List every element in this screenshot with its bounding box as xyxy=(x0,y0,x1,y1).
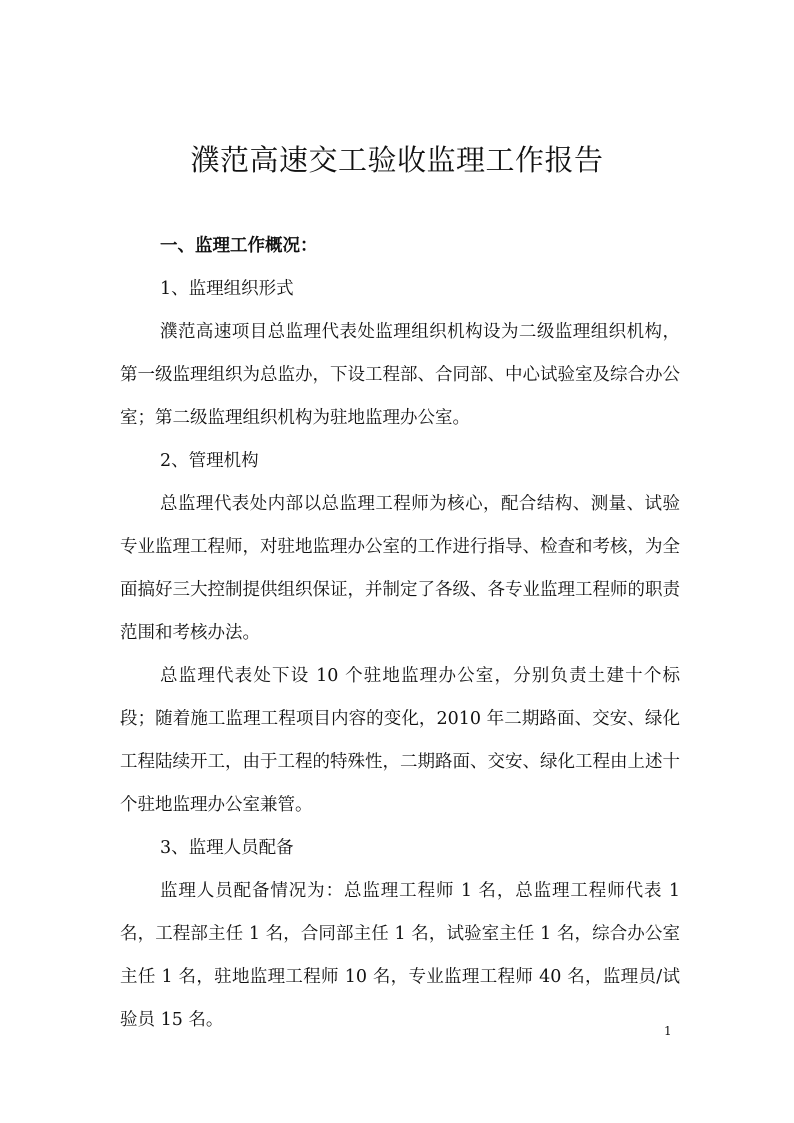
paragraph-management-structure: 总监理代表处内部以总监理工程师为核心，配合结构、测量、试验专业监理工程师，对驻地监理办公室的工作进行指导、检查和考核，为全面搞好三大控制提供组织保证，并制定了各级、各专业监理工程师的职责范围和考核办法。 xyxy=(120,494,680,643)
paragraph-organization-form: 濮范高速项目总监理代表处监理组织机构设为二级监理组织机构，第一级监理组织为总监办，下设工程部、合同部、中心试验室及综合办公室；第二级监理组织机构为驻地监理办公室。 xyxy=(120,322,680,428)
document-body xyxy=(120,225,680,1042)
paragraph-resident-offices: 总监理代表处下设 10 个驻地监理办公室，分别负责土建十个标段；随着施工监理工程项目内容的变化，2010 年二期路面、交安、绿化工程陆续开工，由于工程的特殊性，二期路面、交安、绿化工程由上述十个驻地监理办公室兼管。 xyxy=(120,666,680,815)
subheading-staffing: 3、监理人员配备 xyxy=(160,838,294,858)
subheading-organization-form: 1、监理组织形式 xyxy=(160,279,294,299)
subheading-management-structure: 2、管理机构 xyxy=(160,451,259,471)
paragraph-staffing: 监理人员配备情况为：总监理工程师 1 名，总监理工程师代表 1 名，工程部主任 1 名，合同部主任 1 名，试验室主任 1 名，综合办公室主任 1 名，驻地监理工程师 10 名，专业监理工程师 40 名，监理员/试验员 15 名。 xyxy=(120,881,680,1030)
document-title: 濮范高速交工验收监理工作报告 xyxy=(190,143,604,177)
page-number: 1 xyxy=(664,1024,672,1038)
section-heading-supervision-overview: 一、监理工作概况： xyxy=(160,236,318,256)
